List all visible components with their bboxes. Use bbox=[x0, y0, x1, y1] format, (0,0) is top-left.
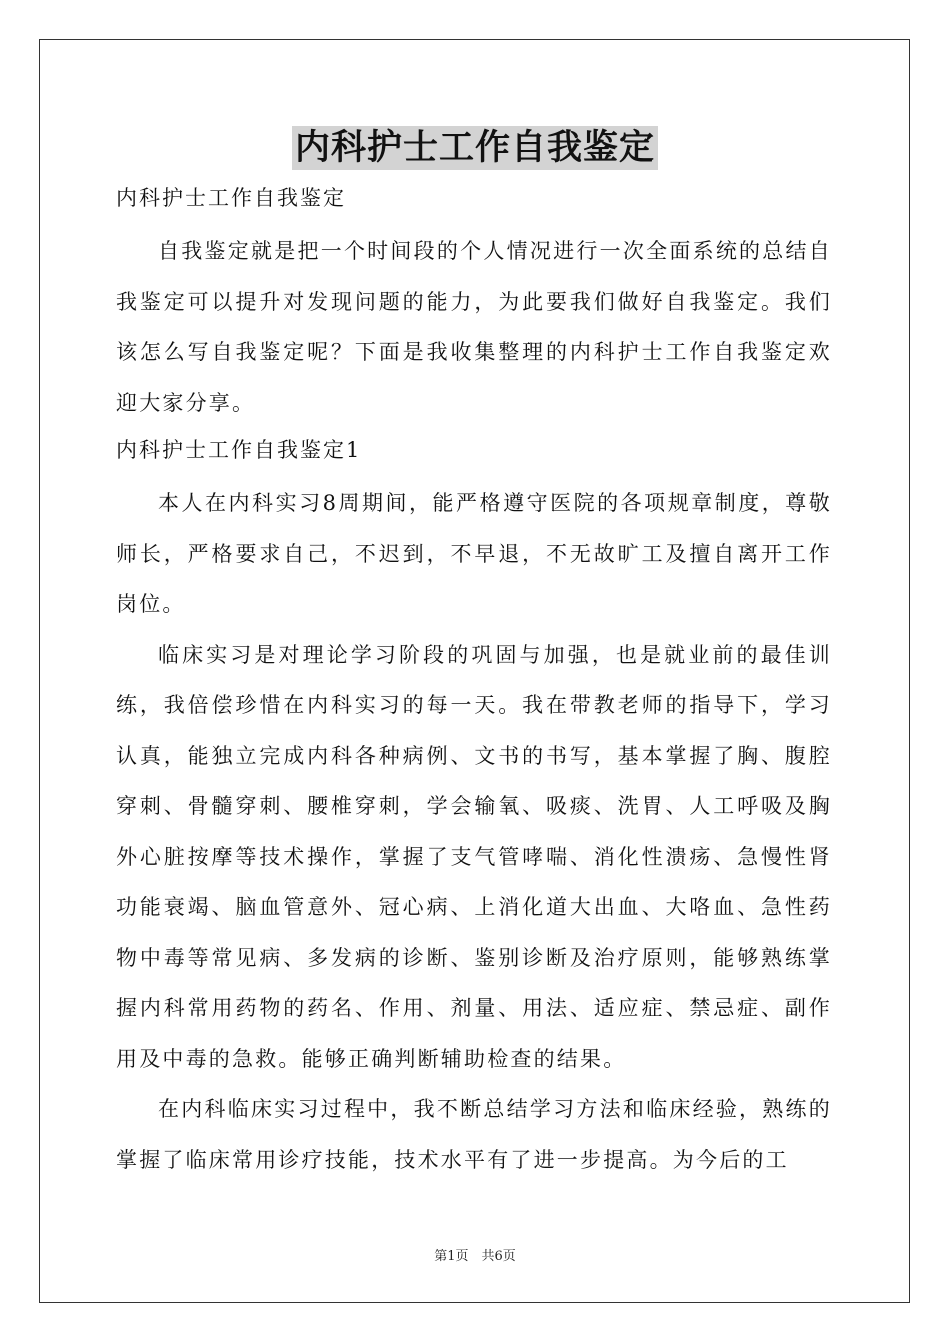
body-paragraph-3: 在内科临床实习过程中，我不断总结学习方法和临床经验，熟练的掌握了临床常用诊疗技能，技术水平有了进一步提高。为今后的工 bbox=[116, 1097, 832, 1172]
body-paragraph-1: 本人在内科实习8周期间，能严格遵守医院的各项规章制度，尊敬师长，严格要求自己，不迟到，不早退，不无故旷工及擅自离开工作岗位。 bbox=[116, 491, 832, 616]
title-container bbox=[0, 126, 950, 170]
intro-paragraph: 自我鉴定就是把一个时间段的个人情况进行一次全面系统的总结自我鉴定可以提升对发现问题的能力，为此要我们做好自我鉴定。我们该怎么写自我鉴定呢？下面是我收集整理的内科护士工作自我鉴定欢迎大家分享。 bbox=[116, 239, 832, 415]
section-heading: 内科护士工作自我鉴定1 bbox=[116, 438, 362, 462]
body-paragraph-2: 临床实习是对理论学习阶段的巩固与加强，也是就业前的最佳训练，我倍偿珍惜在内科实习的每一天。我在带教老师的指导下，学习认真，能独立完成内科各种病例、文书的书写，基本掌握了胸、腹腔穿刺、骨髓穿刺、腰椎穿刺，学会输氧、吸痰、洗胃、人工呼吸及胸外心脏按摩等技术操作，掌握了支气管哮喘、消化性溃疡、急慢性肾功能衰竭、脑血管意外、冠心病、上消化道大出血、大咯血、急性药物中毒等常见病、多发病的诊断、鉴别诊断及治疗原则，能够熟练掌握内科常用药物的药名、作用、剂量、用法、适应症、禁忌症、副作用及中毒的急救。能够正确判断辅助检查的结果。 bbox=[116, 642, 832, 1071]
document-title: 内科护士工作自我鉴定 bbox=[292, 126, 658, 170]
document-body bbox=[116, 176, 832, 1185]
document-subtitle: 内科护士工作自我鉴定 bbox=[116, 186, 346, 210]
page-footer: 第1页 共6页 bbox=[434, 1249, 516, 1264]
